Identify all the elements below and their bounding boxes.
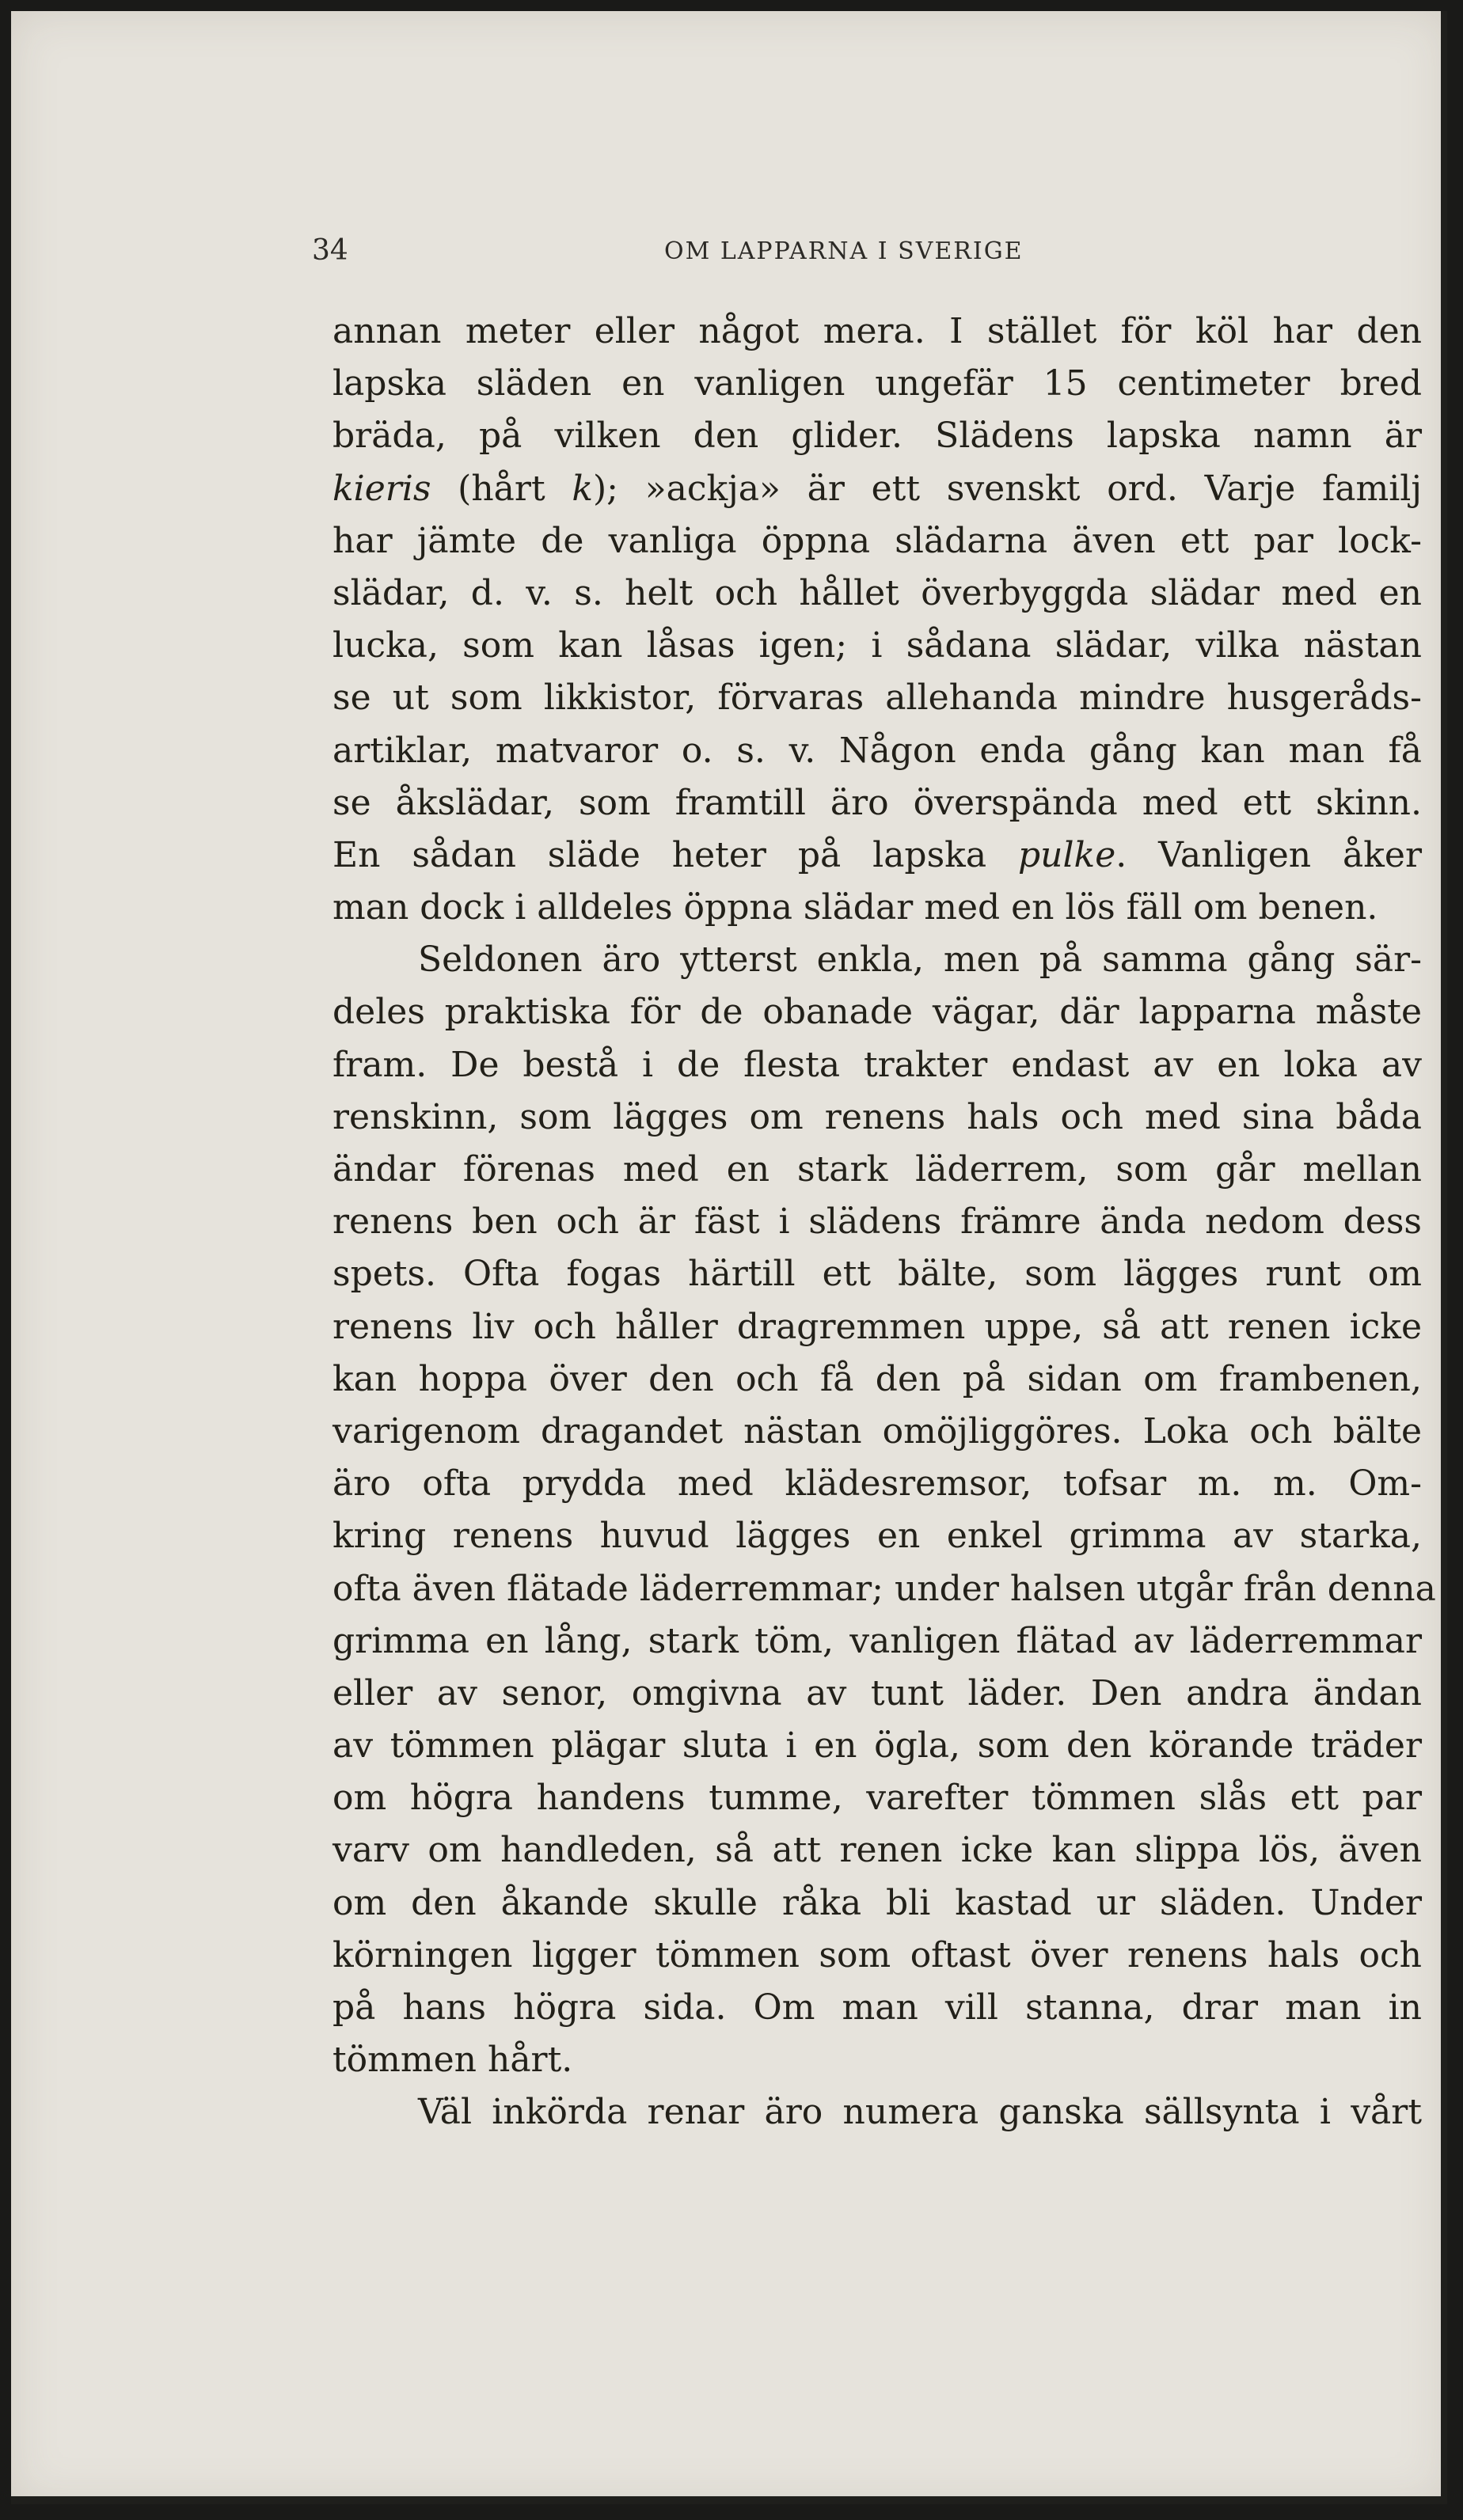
text-line: av tömmen plägar sluta i en ögla, som den körande träder [332, 1725, 1422, 1767]
page-edge-shadow-right [1441, 11, 1447, 2504]
running-title: OM LAPPARNA I SVERIGE [664, 237, 1024, 265]
text-line: renens liv och håller dragremmen uppe, så att renen icke [332, 1306, 1422, 1347]
page-header [312, 234, 1112, 282]
text-line [332, 829, 1422, 882]
text-line: på hans högra sida. Om man vill stanna, drar man in [332, 1987, 1422, 2028]
italic-term: k [572, 468, 594, 509]
text-fragment: En sådan släde heter på lapska [332, 834, 1018, 875]
text-line: körningen ligger tömmen som oftast över renens hals och [332, 1934, 1422, 1975]
text-line: fram. De bestå i de flesta trakter endast av en loka av [332, 1044, 1422, 1085]
text-line: tömmen hårt. [332, 2040, 573, 2081]
text-fragment: . Vanligen åker [1115, 834, 1422, 875]
text-line: artiklar, matvaror o. s. v. Någon enda gång kan man få [332, 730, 1422, 771]
text-line: se ut som likkistor, förvaras allehanda mindre husgeråds- [332, 677, 1422, 719]
text-line [332, 463, 1422, 515]
text-line: renskinn, som lägges om renens hals och med sina båda [332, 1096, 1422, 1137]
text-line: ofta även flätade läderremmar; under halsen utgår från denna [332, 1568, 1436, 1609]
body-text [332, 306, 1436, 2139]
text-fragment: (hårt [431, 468, 572, 509]
text-line: om den åkande skulle råka bli kastad ur släden. Under [332, 1882, 1422, 1923]
text-line: deles praktiska för de obanade vägar, där lapparna måste [332, 992, 1422, 1033]
text-line: se åkslädar, som framtill äro överspända med ett skinn. [332, 782, 1422, 823]
text-line: kan hoppa över den och få den på sidan om frambenen, [332, 1358, 1422, 1399]
text-line: Väl inkörda renar äro numera ganska sällsynta i vårt [418, 2092, 1422, 2133]
text-line: äro ofta prydda med klädesremsor, tofsar m. m. Om- [332, 1463, 1422, 1505]
book-page [11, 11, 1447, 2504]
text-line: grimma en lång, stark töm, vanligen flätad av läderremmar [332, 1620, 1422, 1661]
text-line: varigenom dragandet nästan omöjliggöres. Loka och bälte [332, 1410, 1422, 1452]
text-line: har jämte de vanliga öppna slädarna även ett par lock- [332, 520, 1422, 561]
italic-term: kieris [332, 468, 431, 509]
text-line: kring renens huvud lägges en enkel grimma av starka, [332, 1516, 1422, 1557]
text-fragment: ); »ackja» är ett svenskt ord. Varje familj [593, 468, 1422, 509]
text-line: varv om handleden, så att renen icke kan slippa lös, även [332, 1830, 1422, 1871]
text-line: renens ben och är fäst i slädens främre ända nedom dess [332, 1201, 1422, 1243]
text-line: slädar, d. v. s. helt och hållet överbyggda slädar med en [332, 572, 1422, 613]
text-line: lapska släden en vanligen ungefär 15 centimeter bred [332, 363, 1422, 404]
page-edge-shadow-bottom [11, 2496, 1447, 2504]
text-line: Seldonen äro ytterst enkla, men på samma gång sär- [418, 939, 1422, 981]
text-line: eller av senor, omgivna av tunt läder. Den andra ändan [332, 1672, 1422, 1714]
text-line: om högra handens tumme, varefter tömmen slås ett par [332, 1778, 1422, 1819]
text-line: spets. Ofta fogas härtill ett bälte, som lägges runt om [332, 1254, 1422, 1295]
text-line: ändar förenas med en stark läderrem, som går mellan [332, 1149, 1422, 1190]
page-number: 34 [312, 234, 348, 267]
text-line: annan meter eller något mera. I stället för köl har den [332, 311, 1422, 351]
italic-term: pulke [1017, 834, 1116, 875]
text-line: lucka, som kan låsas igen; i sådana slädar, vilka nästan [332, 625, 1422, 666]
text-line: man dock i alldeles öppna slädar med en lös fäll om benen. [332, 887, 1378, 928]
text-line: bräda, på vilken den glider. Slädens lapska namn är [332, 416, 1422, 457]
